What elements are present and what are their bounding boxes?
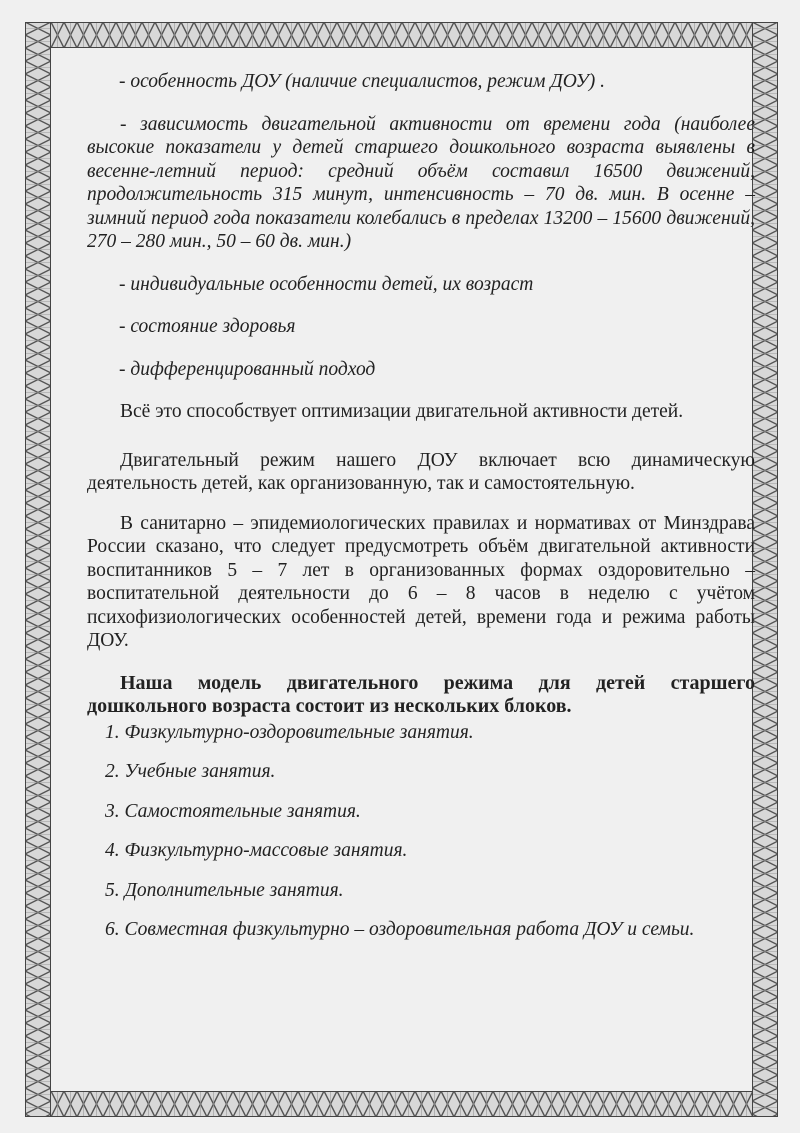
paragraph-differentiated-approach: - дифференцированный подход (119, 358, 376, 380)
paragraph-health-state: - состояние здоровья (119, 316, 296, 337)
list-item: 4. Физкультурно-массовые занятия. (105, 840, 408, 861)
list-item: 5. Дополнительные занятия. (105, 879, 344, 901)
section-heading-model: Наша модель двигательного режима для детей старшего дошкольного возраста состоит из нескольких блоков. (87, 671, 755, 717)
border-bottom (25, 1091, 778, 1117)
paragraph-individual-features: - индивидуальные особенности детей, их возраст (119, 273, 534, 295)
border-right (752, 22, 778, 1117)
paragraph-sanitary-rules: В санитарно – эпидемиологических правилах и нормативах от Минздрава России сказано, что следует предусмотреть объём двигательной активности воспитанников 5 – 7 лет в организованных формах оздоровительно – воспитательной деятельности до 6 – 8 часов в неделю с учётом психофизиологических особенностей детей, времени года и режима работы ДОУ. (87, 512, 755, 651)
paragraph-motor-regime: Двигательный режим нашего ДОУ включает всю динамическую деятельность детей, как организованную, так и самостоятельную. (87, 449, 755, 494)
list-item: 2. Учебные занятия. (105, 761, 276, 782)
paragraph-optimization: Всё это способствует оптимизации двигательной активности детей. (120, 401, 684, 422)
list-item: 3. Самостоятельные занятия. (105, 800, 361, 822)
border-top (25, 22, 778, 48)
paragraph-seasonal-activity: - зависимость двигательной активности от времени года (наиболее высокие показатели у детей старшего дошкольного возраста выявлены в весенне-летний период: средний объём составил 16500 движений, продолжительность 315 минут, интенсивность – 70 дв. мин. В осенне – зимний период года показатели колебались в пределах 13200 – 15600 движений, 270 – 280 мин., 50 – 60 дв. мин.) (87, 113, 755, 252)
document-body (87, 70, 755, 942)
border-left (25, 22, 51, 1117)
list-item: 1. Физкультурно-оздоровительные занятия. (105, 721, 474, 743)
list-item: 6. Совместная физкультурно – оздоровительная работа ДОУ и семьи. (105, 919, 695, 940)
paragraph-features-dou: - особенность ДОУ (наличие специалистов, режим ДОУ) . (119, 71, 606, 92)
